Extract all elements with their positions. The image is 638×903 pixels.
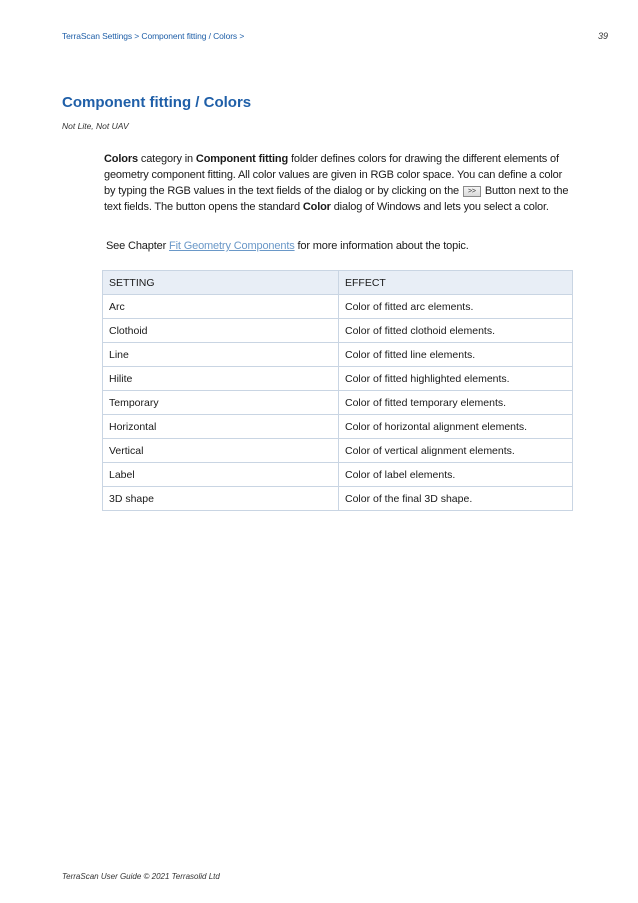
see-also-prefix: See Chapter [106,240,170,252]
page-number: 39 [597,31,608,41]
table-row [103,295,573,319]
setting-cell: Clothoid [103,319,339,343]
table-row [103,367,573,391]
description-text-2: folder defines colors for drawing the different elements of geometry component fitting. All color values are given in RGB color space. You can define a color by typing the RGB values in the text fields of the dialog or by clicking on the [104,153,563,197]
description-text-4: dialog of Windows and lets you select a color. [330,201,549,213]
effect-cell: Color of the final 3D shape. [339,487,573,511]
page-subtitle: Not Lite, Not UAV [62,121,129,131]
effect-cell: Color of fitted clothoid elements. [339,319,573,343]
fit-geometry-components-link[interactable]: Fit Geometry Components [169,240,295,252]
colors-term: Colors [104,153,138,165]
effect-cell: Color of fitted highlighted elements. [339,367,573,391]
setting-cell: Horizontal [103,415,339,439]
effect-cell: Color of fitted arc elements. [339,295,573,319]
table-header-row [103,271,573,295]
effect-cell: Color of fitted temporary elements. [339,391,573,415]
see-also-suffix: for more information about the topic. [294,240,469,252]
table-row [103,319,573,343]
table-row [103,415,573,439]
component-fitting-term: Component fitting [195,153,289,165]
table-row [103,439,573,463]
description-text-3: Button next to the text fields. The button opens the standard [104,185,569,213]
setting-cell: Label [103,463,339,487]
setting-cell: Vertical [103,439,339,463]
effect-cell: Color of horizontal alignment elements. [339,415,573,439]
page-title: Component fitting / Colors [62,94,252,111]
breadcrumb[interactable]: TerraScan Settings > Component fitting / Colors > [62,31,245,41]
effect-cell: Color of fitted line elements. [339,343,573,367]
column-header-effect: EFFECT [339,271,573,295]
effect-cell: Color of vertical alignment elements. [339,439,573,463]
settings-table [102,270,573,511]
table-row [103,487,573,511]
setting-cell: Hilite [103,367,339,391]
setting-cell: Arc [103,295,339,319]
setting-cell: Line [103,343,339,367]
setting-cell: Temporary [103,391,339,415]
table-row [103,343,573,367]
browse-button-icon: >> [463,186,481,197]
page-footer: TerraScan User Guide © 2021 Terrasolid Ltd [62,872,220,881]
column-header-setting: SETTING [103,271,339,295]
color-term: Color [302,201,331,213]
setting-cell: 3D shape [103,487,339,511]
see-also-paragraph [106,240,469,252]
effect-cell: Color of label elements. [339,463,573,487]
description-text-1: category in [137,153,196,165]
table-row [103,463,573,487]
table-row [103,391,573,415]
description-paragraph [104,151,576,215]
